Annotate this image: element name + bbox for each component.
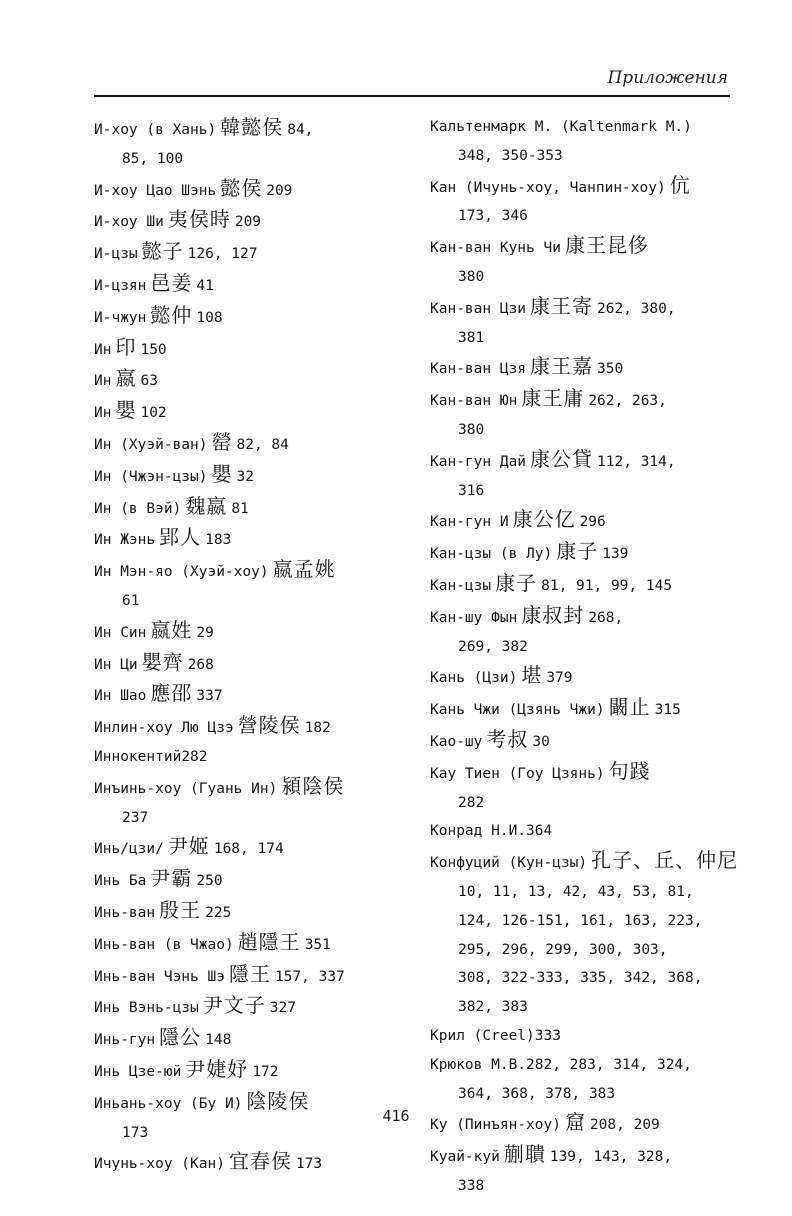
entry-name: Кау Тиен (Гоу Цзянь): [430, 765, 605, 782]
entry-page-references: 209: [266, 182, 293, 199]
entry-page-references: 183: [205, 532, 232, 549]
index-entry: [94, 991, 406, 1023]
entry-name: Кань Чжи (Цзянь Чжи): [430, 702, 605, 719]
entry-name: Ин: [94, 405, 112, 422]
entry-page-references: 296: [579, 514, 606, 531]
entry-page-references: 209: [234, 214, 262, 231]
entry-page-references: 268,: [588, 609, 624, 626]
entry-name: Као-шу: [430, 733, 483, 750]
index-entry: [94, 1023, 406, 1055]
entry-chinese-characters: 康公貸: [530, 446, 594, 471]
entry-name: Кан-гун И: [430, 514, 509, 531]
entry-name: Иньань-хоу (Бу И): [94, 1095, 243, 1112]
entry-chinese-characters: 印: [115, 334, 137, 359]
index-entry: [430, 231, 740, 292]
entry-chinese-characters: 嬴姓: [150, 617, 193, 642]
entry-page-references-continued: 124, 126-151, 161, 163, 223,: [458, 912, 703, 929]
entry-page-references: 84,: [287, 122, 314, 138]
entry-page-references-continued: 269, 382: [458, 638, 528, 655]
index-entry: [94, 648, 406, 680]
entry-page-references: 32: [236, 468, 254, 485]
index-entry: [430, 725, 740, 757]
entry-name: Ичунь-хоу (Кан): [94, 1156, 225, 1173]
entry-chinese-characters: 懿子: [141, 239, 184, 264]
index-entry: [430, 661, 740, 693]
entry-name: И-чжун: [94, 309, 147, 326]
index-entry: [94, 364, 406, 396]
entry-name: Крил (Creel): [430, 1027, 535, 1044]
index-entry: [430, 352, 740, 384]
entry-name: Ин: [94, 341, 112, 358]
index-entry: [94, 428, 406, 460]
index-entry: [430, 445, 740, 506]
index-entry: [94, 269, 406, 301]
index-entry: [94, 333, 406, 365]
entry-page-references-continued: 282: [458, 794, 485, 811]
entry-chinese-characters: 罃: [211, 429, 233, 454]
entry-page-references: 63: [140, 373, 158, 390]
entry-name: Кан (Ичунь-хоу, Чанпин-хоу): [430, 179, 666, 196]
entry-name: Кан-ван Цзи: [430, 300, 527, 317]
entry-name: Кан-шу Фын: [430, 609, 518, 626]
index-entry: [430, 846, 740, 1022]
entry-page-references: 268: [187, 656, 214, 673]
index-entry: [430, 505, 740, 537]
entry-name: И-хоу Ши: [94, 214, 164, 231]
entry-name: Инь Вэнь-цзы: [94, 1000, 199, 1017]
entry-page-references: 364: [526, 823, 553, 840]
index-entry: [430, 569, 740, 601]
entry-name: Иннокентий: [94, 748, 182, 765]
index-entry: [430, 113, 740, 171]
entry-chinese-characters: 康王嘉: [530, 354, 594, 379]
entry-chinese-characters: 康叔封: [521, 602, 585, 627]
index-entry: [94, 396, 406, 428]
entry-chinese-characters: 邑姜: [150, 270, 193, 295]
entry-chinese-characters: 句踐: [608, 758, 651, 783]
entry-page-references: 150: [140, 341, 167, 358]
entry-page-references: 327: [269, 1000, 296, 1017]
entry-chinese-characters: 康王庸: [521, 386, 585, 411]
entry-name: Инь-ван Чэнь Шэ: [94, 968, 225, 985]
entry-name: Кань (Цзи): [430, 670, 518, 687]
entry-page-references: 41: [196, 277, 214, 294]
index-entry: [94, 679, 406, 711]
entry-chinese-characters: 嬰: [211, 461, 233, 486]
index-entry: [430, 817, 740, 846]
entry-name: Ин Син: [94, 624, 147, 641]
index-entry: [94, 174, 406, 206]
entry-chinese-characters: 應邵: [150, 681, 193, 706]
entry-page-references: 108: [196, 309, 223, 326]
entry-name: Ин Жэнь: [94, 532, 156, 549]
index-entry: [94, 555, 406, 616]
entry-name: Ку (Пинъян-хоу): [430, 1117, 561, 1134]
entry-page-references: 315: [654, 702, 681, 719]
entry-chinese-characters: 康王寄: [530, 293, 594, 318]
entry-chinese-characters: 康王昆侈: [564, 233, 649, 258]
entry-chinese-characters: 窟: [564, 1110, 586, 1135]
entry-name: Кан-ван Юн: [430, 393, 518, 410]
entry-name: Ин: [94, 373, 112, 390]
entry-page-references: 333: [534, 1027, 561, 1044]
index-entry: [94, 896, 406, 928]
entry-page-references-continued: 295, 296, 299, 300, 303,: [458, 941, 668, 958]
entry-chinese-characters: 夷侯時: [167, 207, 231, 232]
entry-name: Конрад Н.И.: [430, 823, 527, 840]
entry-page-references: 168, 174: [213, 841, 284, 858]
entry-page-references-continued: 381: [458, 329, 485, 346]
entry-name: Конфуций (Кун-цзы): [430, 855, 588, 872]
index-entry: [94, 1055, 406, 1087]
entry-name: Ин Шао: [94, 688, 147, 705]
entry-page-references: 182: [304, 720, 331, 737]
entry-chinese-characters: 尹姬: [167, 834, 210, 859]
entry-page-references-continued: 316: [458, 482, 485, 499]
entry-name: Ин (в Вэй): [94, 500, 182, 517]
entry-name: Инь-ван (в Чжао): [94, 936, 234, 953]
entry-chinese-characters: 嬰齊: [141, 649, 184, 674]
index-entry: [94, 960, 406, 992]
entry-chinese-characters: 嬰: [115, 398, 137, 423]
entry-name: Инь Цзе-юй: [94, 1063, 182, 1080]
index-entry: [94, 523, 406, 555]
entry-page-references: 148: [205, 1032, 232, 1049]
entry-page-references: 126, 127: [187, 246, 258, 263]
entry-chinese-characters: 堪: [521, 663, 543, 688]
index-entry: [430, 292, 740, 353]
entry-page-references: 351: [304, 936, 331, 953]
entry-name: Крюков М.В.: [430, 1056, 527, 1073]
index-entry: [94, 743, 406, 772]
entry-chinese-characters: 懿仲: [150, 302, 193, 327]
entry-page-references: 225: [205, 904, 232, 921]
entry-page-references: 157, 337: [274, 968, 345, 985]
index-entry: [430, 693, 740, 725]
entry-chinese-characters: 嬴: [115, 366, 137, 391]
entry-name: Ин (Хуэй-ван): [94, 436, 208, 453]
entry-page-references: 282, 283, 314, 324,: [526, 1056, 692, 1073]
index-entry: [94, 864, 406, 896]
index-entry: [430, 1140, 740, 1201]
entry-page-references-continued: 338: [458, 1177, 485, 1194]
index-entry: [430, 537, 740, 569]
entry-name: Инь Ба: [94, 873, 147, 890]
entry-page-references: 30: [532, 733, 550, 750]
entry-chinese-characters: 隱公: [159, 1025, 202, 1050]
entry-name: Инь-гун: [94, 1032, 156, 1049]
entry-name: Ин Мэн-яо (Хуэй-хоу): [94, 564, 269, 581]
entry-page-references: 350: [597, 361, 624, 378]
entry-page-references: 282: [181, 748, 208, 765]
index-entry: [94, 832, 406, 864]
header-rule: [94, 95, 730, 97]
index-entry: [430, 601, 740, 662]
entry-name: Кан-ван Кунь Чи: [430, 240, 561, 257]
entry-page-references: 112, 314,: [597, 453, 676, 470]
entry-chinese-characters: 孔子、丘、仲尼: [591, 848, 739, 873]
index-entry: [94, 113, 406, 174]
entry-chinese-characters: 伉: [669, 172, 691, 197]
index-entry: [94, 711, 406, 743]
entry-page-references: 173: [295, 1156, 323, 1173]
entry-page-references: 262, 380,: [597, 300, 676, 317]
entry-chinese-characters: 隱王: [228, 961, 271, 986]
page-number: 416: [382, 1107, 410, 1125]
entry-page-references: 379: [546, 670, 573, 687]
entry-page-references: 139, 143, 328,: [549, 1149, 673, 1166]
entry-chinese-characters: 營陵侯: [237, 713, 301, 738]
entry-name: И-хоу Цао Шэнь: [94, 182, 217, 199]
entry-chinese-characters: 懿侯: [220, 175, 263, 200]
entry-page-references: 82, 84: [236, 436, 289, 453]
entry-name: Куай-куй: [430, 1149, 500, 1166]
index-entry: [94, 301, 406, 333]
index-entry: [430, 1022, 740, 1051]
entry-name: Ин (Чжэн-цзы): [94, 468, 208, 485]
entry-chinese-characters: 尹婕妤: [185, 1056, 249, 1081]
entry-chinese-characters: 考叔: [486, 726, 529, 751]
index-column-right: [430, 113, 740, 1201]
entry-page-references: 102: [140, 405, 167, 422]
index-entry: [430, 171, 740, 232]
entry-page-references-continued: 173: [122, 1124, 149, 1141]
index-entry: [430, 757, 740, 818]
entry-chinese-characters: 郢人: [159, 525, 202, 550]
entry-chinese-characters: 趙隱王: [237, 929, 301, 954]
entry-name: И-хоу (в Хань): [94, 122, 217, 138]
entry-chinese-characters: 尹文子: [202, 993, 266, 1018]
entry-chinese-characters: 闞止: [608, 695, 651, 720]
entry-chinese-characters: 蒯聵: [503, 1142, 546, 1167]
entry-page-references-continued: 308, 322-333, 335, 342, 368,: [458, 970, 703, 987]
entry-page-references: 262, 263,: [588, 393, 667, 410]
running-header: Приложения: [607, 68, 728, 88]
entry-chinese-characters: 殷王: [159, 897, 202, 922]
entry-page-references-continued: 348, 350-353: [458, 147, 563, 164]
entry-page-references: 29: [196, 624, 214, 641]
index-entry: [94, 237, 406, 269]
index-entry: [430, 384, 740, 445]
entry-page-references-continued: 173, 346: [458, 208, 528, 225]
entry-name: Кан-ван Цзя: [430, 361, 527, 378]
index-entry: [94, 772, 406, 833]
entry-page-references-continued: 85, 100: [122, 150, 184, 167]
entry-page-references: 208, 209: [589, 1117, 660, 1134]
index-column-left: [94, 113, 406, 1179]
entry-page-references-continued: 237: [122, 809, 149, 826]
entry-chinese-characters: 康子: [495, 570, 538, 595]
entry-page-references-continued: 10, 11, 13, 42, 43, 53, 81,: [458, 883, 694, 900]
entry-chinese-characters: 韓懿侯: [220, 115, 284, 139]
index-entry: [94, 460, 406, 492]
entry-name: Кан-цзы (в Лу): [430, 546, 553, 563]
entry-name: Ин Ци: [94, 656, 138, 673]
entry-chinese-characters: 潁陰侯: [281, 773, 345, 798]
entry-chinese-characters: 魏嬴: [185, 493, 228, 518]
entry-name: И-цзы: [94, 246, 138, 263]
entry-chinese-characters: 嬴孟姚: [272, 557, 336, 582]
index-entry: [94, 205, 406, 237]
entry-page-references-continued: 380: [458, 268, 485, 285]
entry-page-references: 172: [252, 1063, 279, 1080]
entry-chinese-characters: 康子: [556, 539, 599, 564]
index-entry: [94, 1147, 406, 1179]
entry-chinese-characters: 康公亿: [512, 507, 576, 532]
entry-page-references-continued: 382, 383: [458, 999, 528, 1016]
index-entry: [94, 616, 406, 648]
entry-chinese-characters: 尹霸: [150, 866, 193, 891]
index-entry: [94, 492, 406, 524]
entry-page-references-continued: 380: [458, 421, 485, 438]
entry-page-references: 250: [196, 873, 223, 890]
entry-name: Инь/цзи/: [94, 841, 164, 858]
entry-page-references: 337: [196, 688, 223, 705]
entry-name: Кальтенмарк М. (Kaltenmark M.): [430, 119, 692, 135]
index-entry: [94, 928, 406, 960]
entry-name: Инъинь-хоу (Гуань Ин): [94, 780, 278, 797]
index-entry: [430, 1051, 740, 1109]
entry-page-references-continued: 364, 368, 378, 383: [458, 1085, 616, 1102]
entry-page-references: 81, 91, 99, 145: [541, 577, 673, 594]
entry-name: И-цзян: [94, 277, 147, 294]
entry-page-references: 81: [231, 500, 249, 517]
entry-name: Инлин-хоу Лю Цзэ: [94, 720, 234, 737]
entry-page-references-continued: 61: [122, 592, 140, 609]
entry-page-references: 139: [602, 546, 629, 563]
entry-name: Кан-цзы: [430, 577, 492, 594]
entry-chinese-characters: 陰陵侯: [246, 1088, 310, 1113]
entry-name: Инь-ван: [94, 904, 156, 921]
entry-name: Кан-гун Дай: [430, 453, 527, 470]
entry-chinese-characters: 宜春侯: [228, 1149, 292, 1174]
